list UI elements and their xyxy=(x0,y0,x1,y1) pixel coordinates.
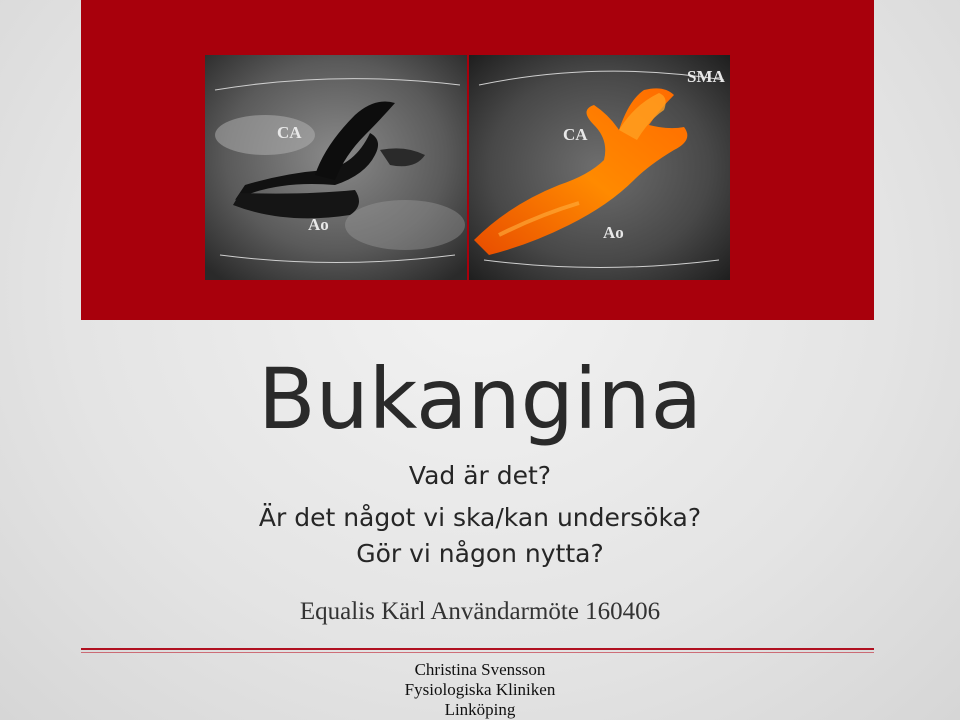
question-2: Är det något vi ska/kan undersöka? xyxy=(258,503,702,532)
ao-label: Ao xyxy=(603,223,624,242)
author-name: Christina Svensson xyxy=(414,660,546,679)
ca-label: CA xyxy=(563,125,588,144)
ultrasound-image-grayscale xyxy=(205,55,467,280)
question-1: Vad är det? xyxy=(408,461,552,490)
divider-line xyxy=(81,648,874,650)
ultrasound-image-doppler xyxy=(469,55,730,280)
author-department: Fysiologiska Kliniken xyxy=(404,680,556,699)
ao-label: Ao xyxy=(308,215,329,234)
divider-line-secondary xyxy=(81,652,874,653)
ca-label: CA xyxy=(277,123,302,142)
author-city: Linköping xyxy=(444,700,516,719)
slide-title: Bukangina xyxy=(257,350,703,448)
sma-label: SMA xyxy=(687,67,725,86)
question-3: Gör vi någon nytta? xyxy=(356,539,604,568)
meeting-line: Equalis Kärl Användarmöte 160406 xyxy=(299,598,661,625)
